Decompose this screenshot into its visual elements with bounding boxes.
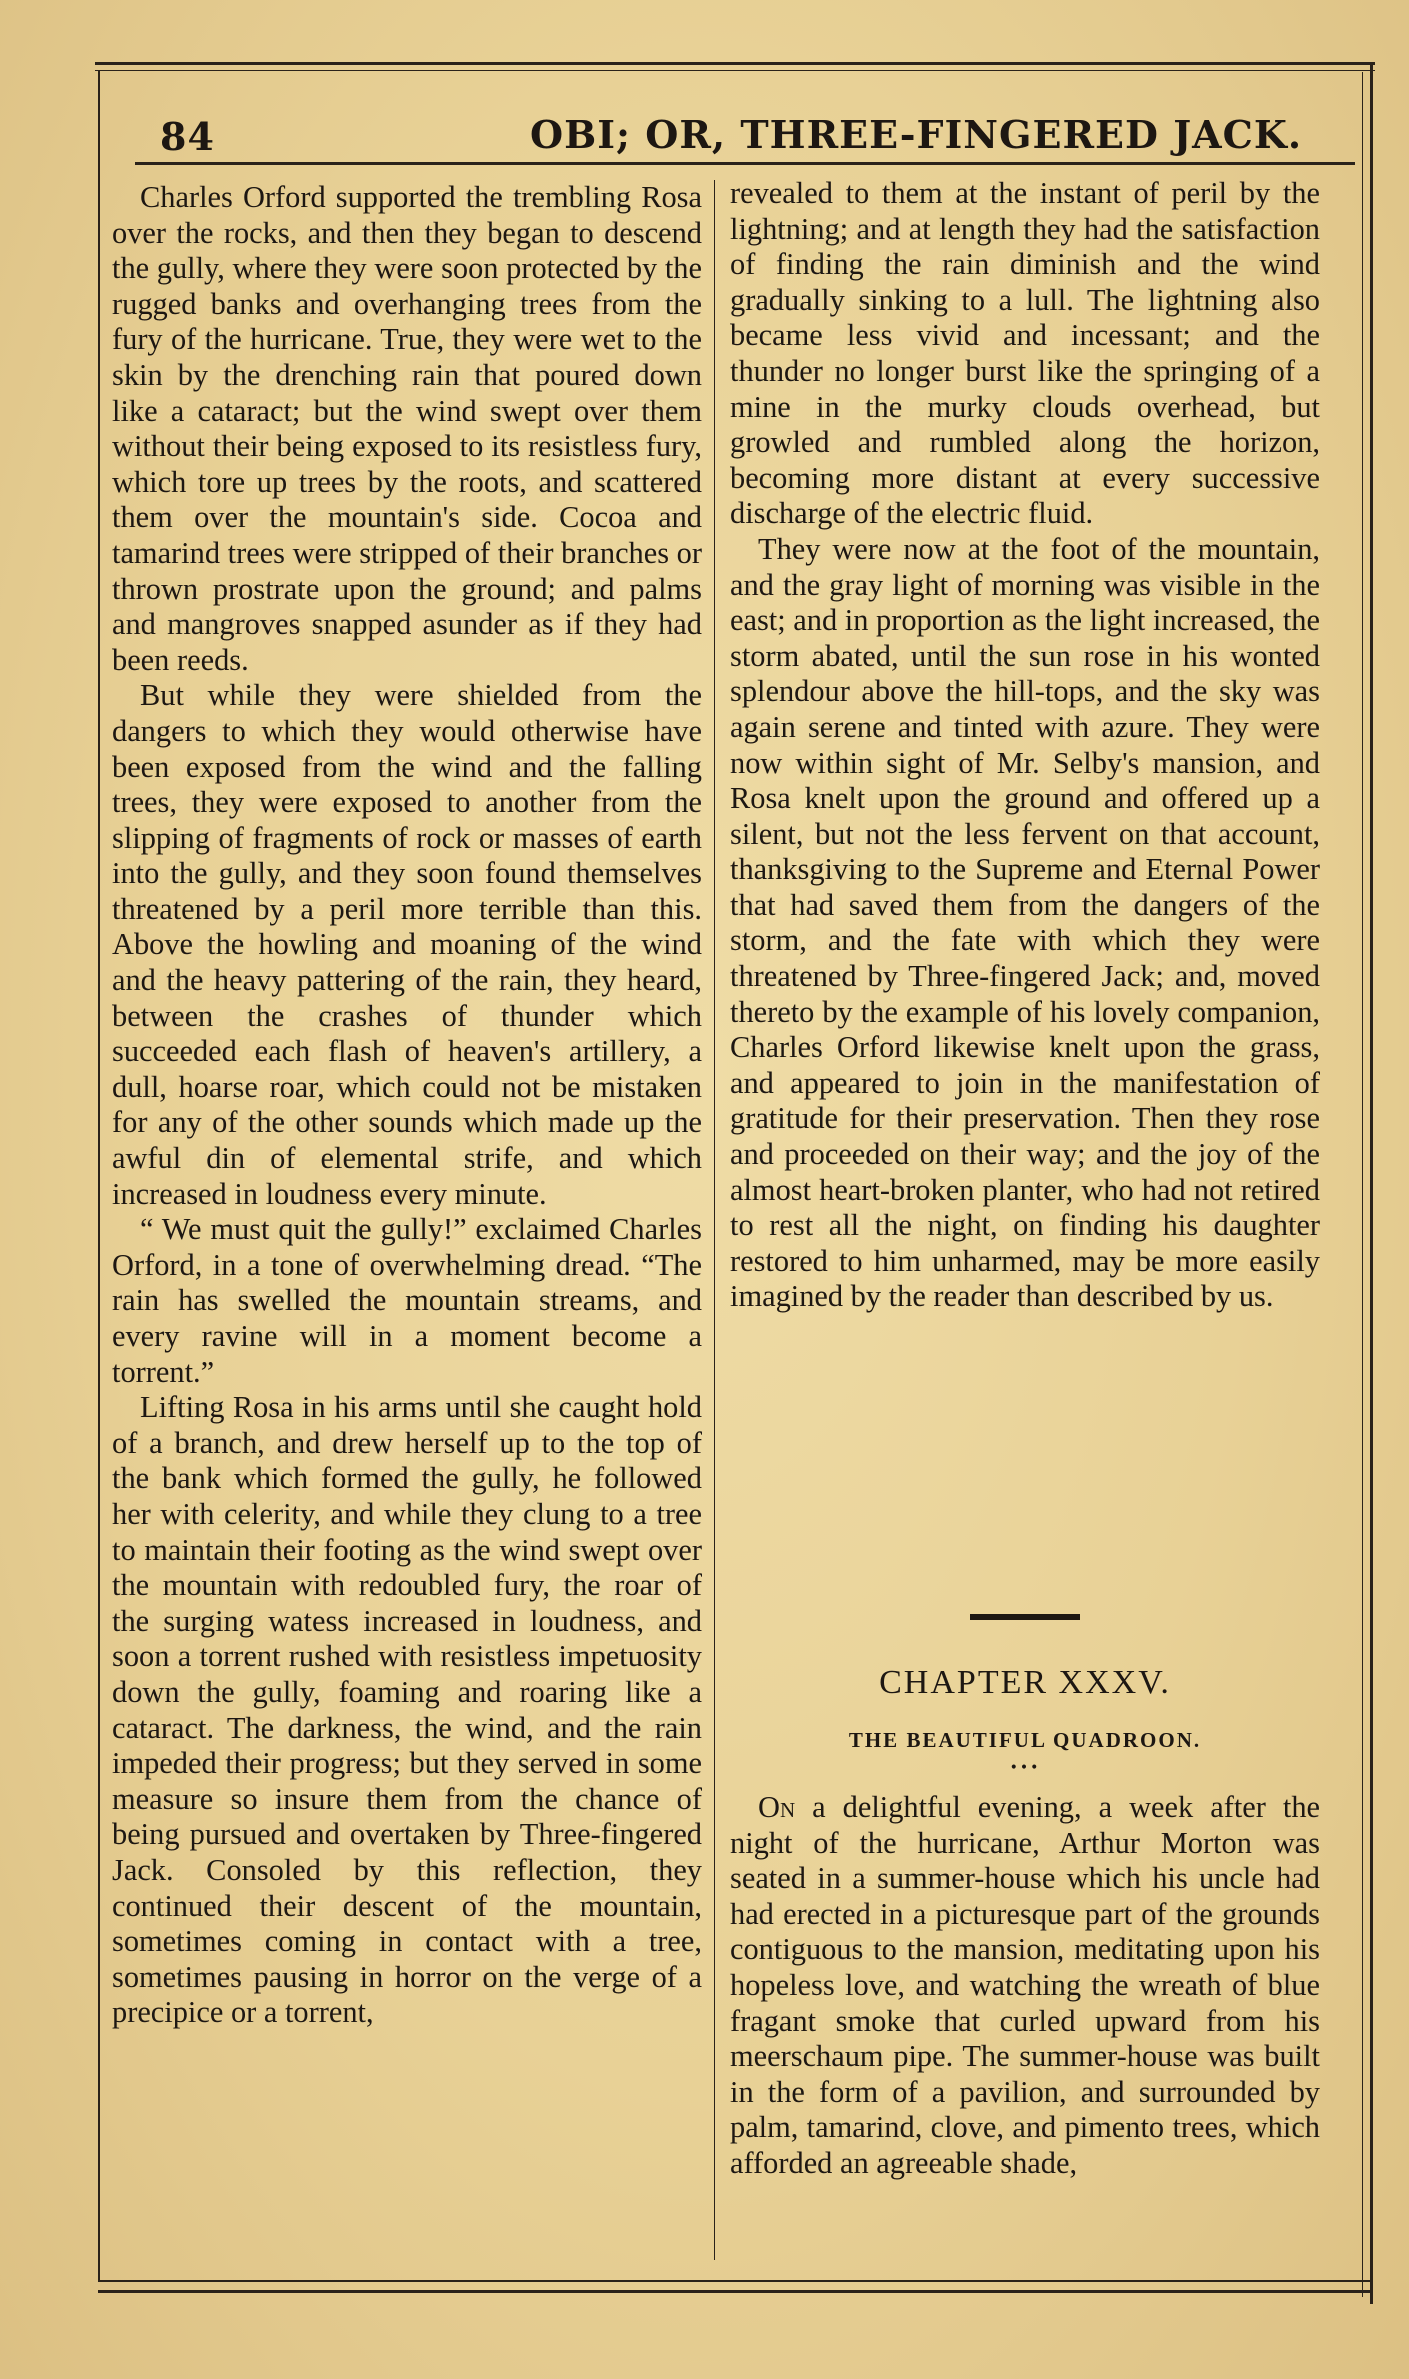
page-number: 84 (160, 114, 215, 159)
chapter-ornament: ••• (1009, 1760, 1041, 1776)
paragraph: Lifting Rosa in his arms until she caught hold of a branch, and drew herself up to the top of the bank which formed the gully, he followed her with celerity, and while they clung to a tree to maintain their footing as the wind swept over the mountain with redoubled fury, the roar of the surging watess increased in loudness, and soon a torrent rushed with resistless impetuosity down the gully, foaming and roaring like a cataract. The darkness, the wind, and the rain impeded their progress; but they served in some measure so insure them from the chance of being pursued and overtaken by Three-fingered Jack. Consoled by this reflection, they continued their descent of the mountain, sometimes coming in contact with a tree, sometimes pausing in horror on the verge of a precipice or a torrent, (112, 1390, 702, 2030)
chapter-body-text: a delightful evening, a week after the night of the hurricane, Arthur Morton was seated in a summer-house which his uncle had had erected in a picturesque part of the grounds contiguous to the mansion, meditating upon his hopeless love, and watching the wreath of blue fragant smoke that curled upward from his meerschaum pipe. The summer-house was built in the form of a pavilion, and surrounded by palm, tamarind, clove, and pimento trees, which afforded an agreeable shade, (730, 1790, 1321, 2180)
paragraph: They were now at the foot of the mountain, and the gray light of morning was visible in the east; and in proportion as the light increased, the storm abated, until the sun rose in his wonted splendour above the hill-tops, and the sky was again serene and tinted with azure. They were now within sight of Mr. Selby's mansion, and Rosa knelt upon the ground and offered up a silent, but not the less fervent on that account, thanksgiving to the Supreme and Eternal Power that had saved them from the dangers of the storm, and the fate with which they were threatened by Three-fingered Jack; and, moved thereto by the example of his lovely companion, Charles Orford likewise knelt upon the grass, and appeared to join in the manifestation of gratitude for their preservation. Then they rose and proceeded on their way; and the joy of the almost heart-broken planter, who had not retired to rest all the night, on finding his daughter restored to him unharmed, may be more easily imagined by the reader than described by us. (730, 531, 1320, 1314)
header-underline (135, 162, 1355, 165)
chapter-first-word: On (758, 1790, 796, 1824)
paragraph: Charles Orford supported the trembling Rosa over the rocks, and then they began to descend the gully, where they were soon protected by the rugged banks and overhanging trees from the fury of the hurricane. True, they were wet to the skin by the drenching rain that poured down like a cataract; but the wind swept over them without their being exposed to its resistless fury, which tore up trees by the roots, and scattered them over the mountain's side. Cocoa and tamarind trees were stripped of their branches or thrown prostrate upon the ground; and palms and mangroves snapped asunder as if they had been reeds. (112, 180, 702, 677)
right-border-rule-inner (1362, 72, 1363, 2297)
bottom-rule-outer (98, 2290, 1373, 2293)
left-column (112, 180, 702, 2031)
chapter-subtitle: THE BEAUTIFUL QUADROON. (848, 1728, 1202, 1752)
paragraph: But while they were shielded from the dangers to which they would otherwise have been exposed from the wind and the falling trees, they were exposed to another from the slipping of fragments of rock or masses of earth into the gully, and they soon found themselves threatened by a peril more terrible than this. Above the howling and moaning of the wind and the heavy pattering of the rain, they heard, between the crashes of thunder which succeeded each flash of heaven's artillery, a dull, hoarse roar, which could not be mistaken for any of the other sounds which made up the awful din of elemental strife, and which increased in loudness every minute. (112, 678, 702, 1211)
chapter-heading: CHAPTER XXXV. (879, 1664, 1171, 1701)
bottom-rule-inner (98, 2280, 1370, 2282)
top-rule-inner (95, 70, 1375, 71)
column-divider (714, 180, 715, 2260)
chapter-body (730, 1790, 1320, 2182)
page-header (150, 100, 1360, 160)
paragraph: “ We must quit the gully!” exclaimed Charles Orford, in a tone of overwhelming dread. “The rain has swelled the mountain streams, and every ravine will in a moment become a torrent.” (112, 1212, 702, 1389)
paragraph: revealed to them at the instant of peril by the lightning; and at length they had the satisfaction of finding the rain diminish and the wind gradually sinking to a lull. The lightning also became less vivid and incessant; and the thunder no longer burst like the springing of a mine in the murky clouds overhead, but growled and rumbled along the horizon, becoming more distant at every successive discharge of the electric fluid. (730, 176, 1320, 531)
top-rule-outer (95, 62, 1375, 65)
paragraph (730, 1790, 1320, 2182)
left-border-rule (98, 70, 100, 2280)
chapter-separator-rule (970, 1614, 1080, 1620)
right-border-rule-outer (1370, 64, 1373, 2304)
right-column (730, 176, 1320, 1315)
running-title: OBI; OR, THREE-FINGERED JACK. (530, 112, 1303, 157)
